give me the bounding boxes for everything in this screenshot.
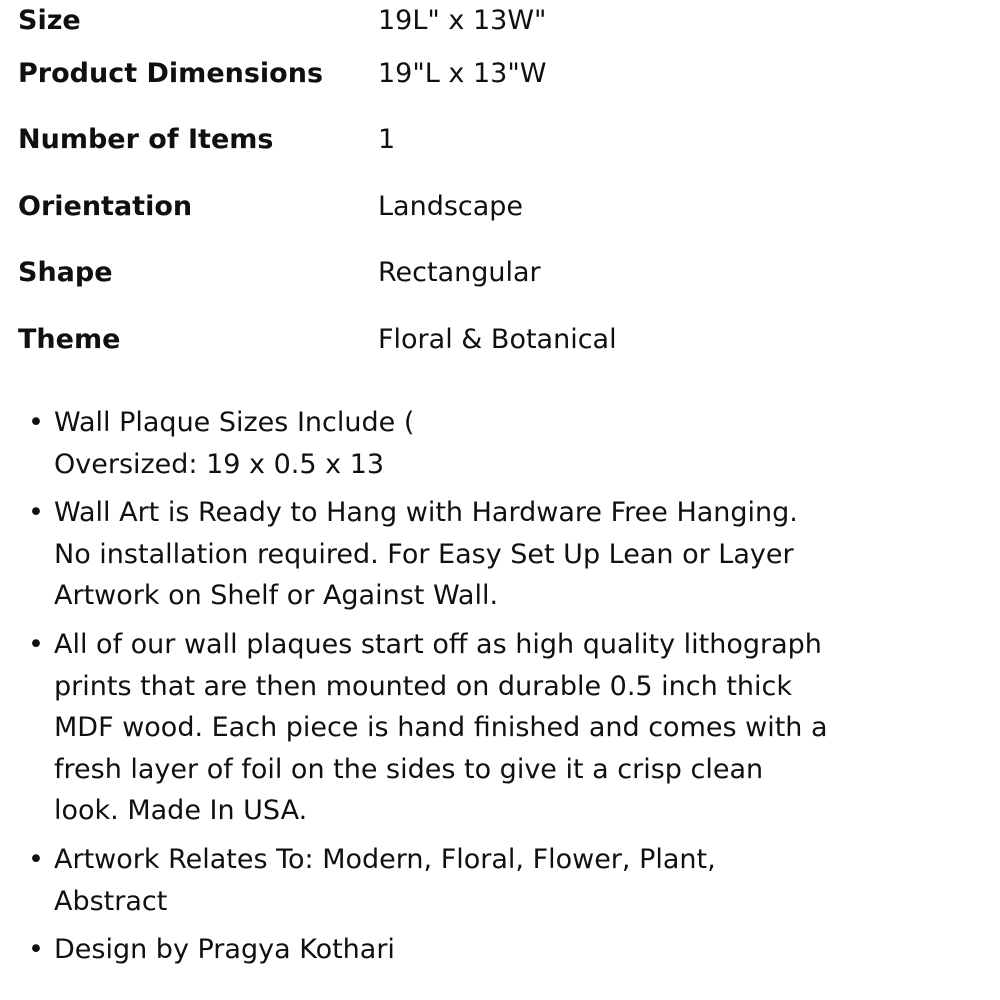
feature-bullet — [28, 624, 834, 832]
feature-bullet-text: Wall Art is Ready to Hang with Hardware Free Hanging. No installation required. For Easy Set Up Lean or Layer Artwork on Shelf or Against Wall. — [54, 497, 798, 612]
product-specs-table — [18, 0, 978, 373]
spec-row-theme — [18, 306, 978, 373]
bullet-dot-icon: • — [28, 934, 44, 966]
spec-value: Landscape — [378, 190, 524, 222]
spec-row-product-dimensions — [18, 40, 978, 107]
bullet-dot-icon: • — [28, 497, 44, 529]
spec-value: Floral & Botanical — [378, 323, 617, 355]
spec-label: Product Dimensions — [18, 57, 324, 89]
feature-bullet-text: All of our wall plaques start off as high quality lithograph prints that are then mounted on durable 0.5 inch thick MDF wood. Each piece is hand finished and comes with a fresh layer of foil on the sides to give it a crisp clean look. Made In USA. — [54, 628, 828, 827]
spec-row-orientation — [18, 173, 978, 240]
spec-value: Rectangular — [378, 257, 541, 289]
spec-label: Number of Items — [18, 124, 274, 156]
spec-label: Size — [18, 4, 81, 36]
feature-bullet-text: Artwork Relates To: Modern, Floral, Flower, Plant, Abstract — [54, 843, 716, 917]
spec-label: Theme — [18, 323, 121, 355]
feature-bullet — [28, 839, 834, 922]
spec-label: Shape — [18, 257, 113, 289]
spec-value: 19L" x 13W" — [378, 4, 547, 36]
feature-bullet — [28, 492, 834, 617]
spec-label: Orientation — [18, 190, 193, 222]
feature-bullet-text: Wall Plaque Sizes Include ( Oversized: 19 x 0.5 x 13 — [54, 407, 415, 480]
spec-row-shape — [18, 240, 978, 307]
feature-bullet — [28, 402, 834, 485]
spec-value: 19"L x 13"W — [378, 57, 547, 89]
feature-bullets-list — [0, 402, 834, 978]
feature-bullet-text: Design by Pragya Kothari — [54, 934, 395, 966]
bullet-dot-icon: • — [28, 407, 44, 438]
feature-bullet — [28, 929, 834, 971]
bullet-dot-icon: • — [28, 843, 44, 875]
spec-value: 1 — [378, 124, 396, 156]
spec-row-size — [18, 0, 978, 40]
bullet-dot-icon: • — [28, 628, 44, 660]
spec-row-number-of-items — [18, 107, 978, 174]
